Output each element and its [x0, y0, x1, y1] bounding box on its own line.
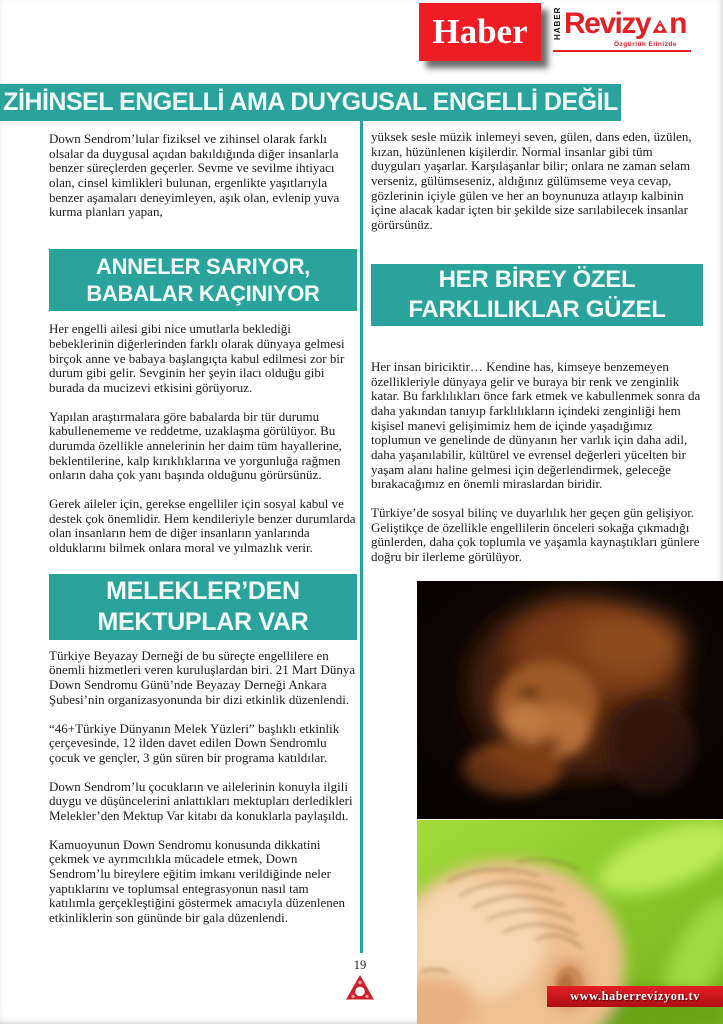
page-number: 19 — [353, 958, 367, 972]
logo-brand-pre: Revizy — [564, 7, 651, 40]
fetus-sepia-photo — [417, 581, 723, 819]
column-divider — [360, 121, 363, 953]
paragraph: Her engelli ailesi gibi nice umutlarla beklediği bebeklerinin diğerlerinden farklı olarak dünyaya gelmesi birçok anne ve babaya başlangıçta kabul edilmesi zor bir durum gibi gelir. Sevginin her şeyin ilacı olduğu gibi burada da mucizevi etkisini görüyoruz. — [49, 321, 345, 395]
heading-line: ANNELER SARIYOR, — [96, 253, 310, 279]
logo-underline — [553, 50, 691, 52]
logo-vertical-text: HABER — [553, 6, 562, 40]
heading-line: HER BİREY ÖZEL — [438, 265, 636, 293]
article-title-banner: ZİHİNSEL ENGELLİ AMA DUYGUSAL ENGELLİ DEĞİL — [0, 84, 621, 121]
paragraph: “46+Türkiye Dünyanın Melek Yüzleri” başlıklı etkinlik çerçevesinde, 12 ilden davet edilen Down Sendromlu çocuk ve gençler, 3 gün süren bir programa katıldılar. — [49, 720, 340, 765]
paragraph: yüksek sesle müzik inlemeyi seven, gülen, dans eden, üzülen, kızan, hüzünlenen kişilerdir. Normal insanlar gibi tüm duyguları yaşarlar. Karşılaşanlar bilir; onlara ne zaman selam verseniz, gülümseseniz, aldığınız gülümseme veya cevap, gözlerinin içiyle gülen ve her an boynunuza atlayıp kalbinin içine alacak kadar içten bir şekilde size sarılabilecek insanlar görürsünüz. — [371, 129, 692, 233]
revizyon-logo — [553, 8, 693, 52]
paragraph: Türkiye’de sosyal bilinç ve duyarlılık her geçen gün gelişiyor. Geliştikçe de özellikle engellilerin önceleri sokağa çıkmadığı günlerden, daha çok toplumla ve yaşamla kaynaştıkları günlere doğru bir ilerleme görülüyor. — [371, 505, 700, 565]
website-bar — [547, 986, 723, 1007]
paragraph: Türkiye Beyazay Derneği de bu süreçte engellilere en önemli hizmetleri veren kuruluşlardan biri. 21 Mart Dünya Down Sendromu Günü’nde Beyazay Derneği Ankara Şubesi’nin organizasyonunda bir dizi etkinlik düzenlendi. — [49, 647, 356, 707]
left-column — [49, 132, 357, 940]
paragraph: Yapılan araştırmalara göre babalarda bir tür durumu kabullenememe ve reddetme, uzaklaşma görülüyor. Bu durumda özellikle annelerinin her daim tüm hayallerine, beklentilerine, kalp kırıklıklarına ve yorgunluğa rağmen onların daha çok yanı başında olduğunu görürsünüz. — [49, 408, 342, 483]
logo-tagline: Özgürlük Elinizde — [613, 41, 678, 48]
section-heading-her-birey — [371, 264, 703, 326]
heading-line: MELEKLER’DEN — [106, 576, 300, 605]
heading-line: FARKLILIKLAR GÜZEL — [408, 295, 666, 323]
website-url: www.haberrevizyon.tv — [570, 989, 700, 1003]
logo-brand-text — [564, 8, 686, 40]
heading-line: BABALAR KAÇINIYOR — [86, 281, 320, 307]
haber-masthead-label: Haber — [432, 12, 528, 51]
paragraph: Down Sendrom’lular fiziksel ve zihinsel olarak farklı olsalar da duygusal açıdan bakıldığında diğer insanlarla benzer süreçlerden geçerler. Sevme ve sevilme ihtiyacı olan, cinsel kimlikleri bulunan, ergenlikte yaşıtlarıyla benzer aşamaları deneyimleyen, aşık olan, evlenip yuva kurma planları yapan, — [49, 131, 340, 220]
paragraph: Down Sendrom’lu çocukların ve ailelerinin konuyla ilgili duygu ve düşüncelerini anlattıkları mektupları derledikleri Melekler’den Mektup Var kitabı da konuklarla paylaşıldı. — [49, 778, 353, 823]
logo-brand-post: n — [669, 7, 686, 40]
section-heading-anneler — [49, 249, 357, 311]
haber-masthead-box — [419, 3, 541, 61]
heading-line: MEKTUPLAR VAR — [97, 607, 309, 636]
paragraph: Gerek aileler için, gerekse engelliler için sosyal kabul ve destek çok önemlidir. Hem kendileriyle benzer durumlarda olan insanların hem de diğer insanların yanlarında olduklarını bilmek onlara moral ve yılmazlık verir. — [49, 496, 356, 556]
paragraph: Kamuoyunun Down Sendromu konusunda dikkatini çekmek ve ayrımcılıkla mücadele etmek, Down Sendrom’lu bireylere eğitim imkanı verildiğinde neler yaptıklarını ve toplumsal entegrasyonun nasıl tam katılımla gerçekleştiğini göstermek amacıyla düzenlenen etkinliklerin son gününde bir gala düzenlendi. — [49, 836, 345, 926]
right-column — [371, 130, 703, 579]
paragraph: Her insan biriciktir… Kendine has, kimseye benzemeyen özellikleriyle dünyaya gelir ve buraya bir renk ve zenginlik katar. Bu farklılıkları önce fark etmek ve kabullenmek sonra da daha yakından tanıyıp farklılıkların içindeki zenginliği hem kişisel manevi gelişimimiz hem de içinde yaşadığımız toplumun ve genelinde de dünyanın her varlık için daha adil, daha yaşanılabilir, kültürel ve evrensel değerleri yücelten bir yaşam alanı haline gelmesi için değerlendirmek, geleceğe bırakacağımız en önemli miraslardan biridir. — [371, 358, 701, 492]
sunburst-triangle-icon — [652, 10, 668, 40]
publisher-triangle-icon — [345, 974, 375, 1006]
section-heading-melekler — [49, 574, 357, 640]
